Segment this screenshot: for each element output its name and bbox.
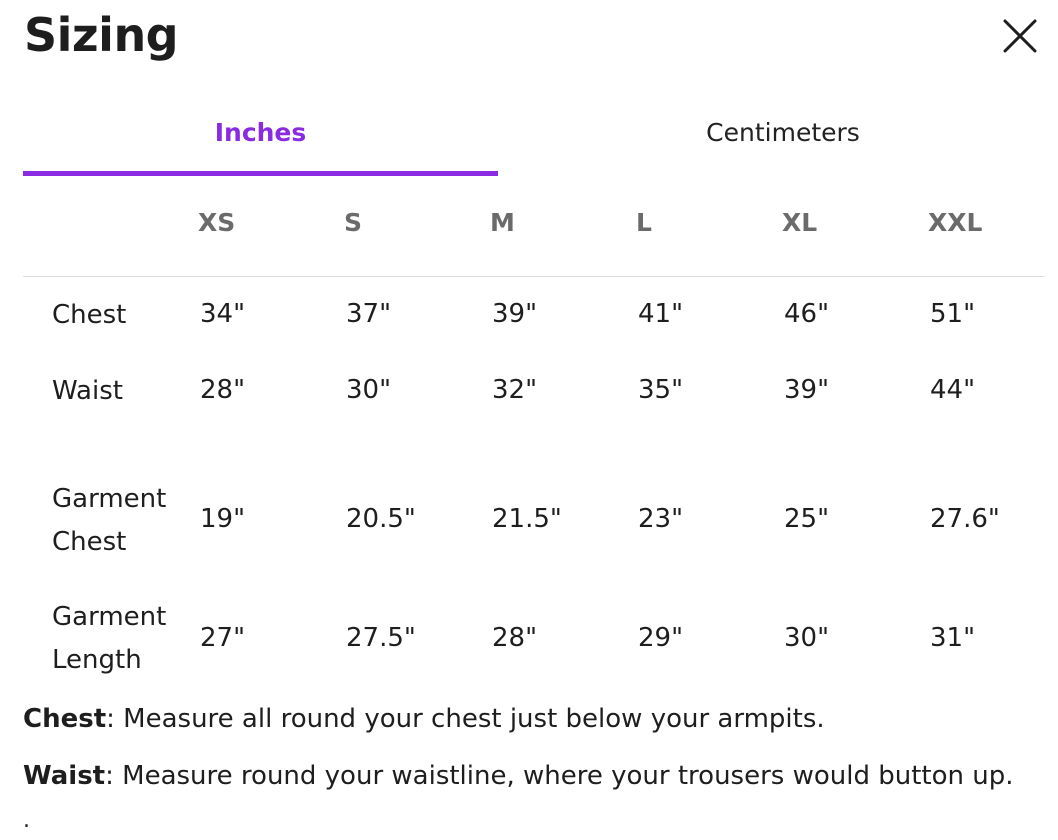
- table-cell: 27": [200, 623, 246, 653]
- header-divider: [23, 276, 1045, 277]
- table-cell: 30": [346, 375, 392, 405]
- table-cell: 37": [346, 299, 392, 329]
- row-label-line: Garment: [52, 602, 167, 632]
- row-label-garment-length: [52, 596, 166, 682]
- note-waist: [23, 761, 1014, 791]
- row-label-garment-chest: [52, 478, 166, 564]
- table-cell: 29": [638, 623, 684, 653]
- row-label-chest: Chest: [52, 300, 127, 330]
- table-cell: 41": [638, 299, 684, 329]
- note-term: Chest: [23, 704, 107, 734]
- trailing-text: .: [23, 808, 30, 833]
- table-cell: 25": [784, 504, 830, 534]
- tab-inches[interactable]: Inches: [23, 105, 498, 176]
- table-cell: 46": [784, 299, 830, 329]
- table-cell: 20.5": [346, 504, 416, 534]
- unit-tabs: [23, 105, 1045, 177]
- close-button[interactable]: [998, 14, 1042, 58]
- table-cell: 35": [638, 375, 684, 405]
- column-header-xs: XS: [198, 208, 236, 237]
- table-cell: 28": [492, 623, 538, 653]
- table-cell: 39": [492, 299, 538, 329]
- table-cell: 31": [930, 623, 976, 653]
- row-label-line: Chest: [52, 527, 127, 557]
- column-header-xxl: XXL: [928, 208, 983, 237]
- column-header-m: M: [490, 208, 515, 237]
- table-cell: 27.6": [930, 504, 1000, 534]
- note-text: : Measure all round your chest just below your armpits.: [106, 704, 825, 734]
- row-label-line: Garment: [52, 484, 167, 514]
- table-cell: 21.5": [492, 504, 562, 534]
- column-header-l: L: [636, 208, 652, 237]
- table-cell: 28": [200, 375, 246, 405]
- table-cell: 44": [930, 375, 976, 405]
- table-cell: 51": [930, 299, 976, 329]
- column-header-xl: XL: [782, 208, 818, 237]
- note-term: Waist: [23, 761, 106, 791]
- table-cell: 30": [784, 623, 830, 653]
- note-text: : Measure round your waistline, where your trousers would button up.: [105, 761, 1014, 791]
- close-icon: [998, 14, 1042, 58]
- table-cell: 34": [200, 299, 246, 329]
- table-cell: 27.5": [346, 623, 416, 653]
- row-label-waist: Waist: [52, 376, 123, 406]
- table-cell: 23": [638, 504, 684, 534]
- note-chest: [23, 704, 825, 734]
- tab-centimeters[interactable]: Centimeters: [706, 118, 860, 147]
- table-cell: 39": [784, 375, 830, 405]
- column-header-s: S: [344, 208, 363, 237]
- table-cell: 19": [200, 504, 246, 534]
- row-label-line: Length: [52, 645, 142, 675]
- table-cell: 32": [492, 375, 538, 405]
- dialog-title: Sizing: [24, 8, 179, 62]
